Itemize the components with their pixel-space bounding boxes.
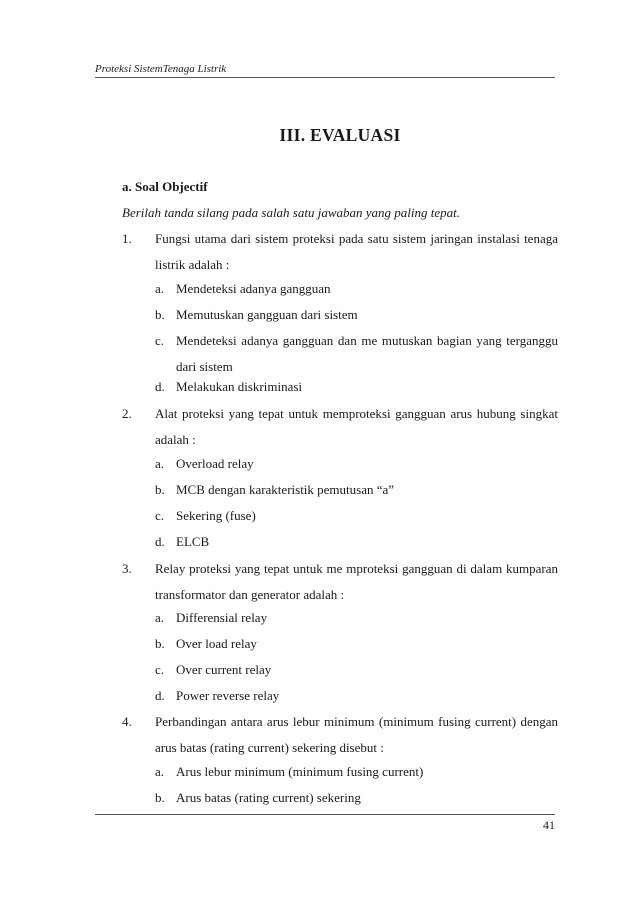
option-text: Sekering (fuse)	[176, 508, 256, 523]
question-text: Relay proteksi yang tepat untuk me mproteksi gangguan di dalam kumparan transformator dan generator adalah :	[155, 561, 558, 602]
option-2d	[155, 529, 558, 555]
option-text: Over load relay	[176, 636, 257, 651]
option-letter: c.	[155, 662, 165, 677]
option-3b	[155, 631, 558, 657]
option-text: Memutuskan gangguan dari sistem	[176, 307, 358, 322]
question-text: Perbandingan antara arus lebur minimum (minimum fusing current) dengan arus batas (rating current) sekering disebut :	[155, 714, 558, 755]
question-3	[122, 556, 558, 608]
running-header: Proteksi SistemTenaga Listrik	[95, 63, 227, 75]
option-4b	[155, 785, 558, 811]
option-1a	[155, 276, 558, 302]
option-letter: a.	[155, 764, 165, 779]
question-number: 4.	[122, 714, 132, 729]
option-letter: a.	[155, 456, 165, 471]
option-letter: b.	[155, 636, 165, 651]
option-letter: a.	[155, 281, 165, 296]
option-1c	[155, 328, 558, 380]
option-letter: a.	[155, 610, 165, 625]
option-letter: d.	[155, 534, 165, 549]
option-1b	[155, 302, 558, 328]
chapter-title: III. EVALUASI	[279, 125, 401, 145]
header-divider	[95, 77, 555, 78]
option-letter: b.	[155, 482, 165, 497]
question-1	[122, 226, 558, 278]
option-3c	[155, 657, 558, 683]
section-title: a. Soal Objectif	[122, 179, 208, 194]
question-4	[122, 709, 558, 761]
option-letter: d.	[155, 688, 165, 703]
option-1d	[155, 374, 558, 400]
option-text: ELCB	[176, 534, 210, 549]
question-number: 3.	[122, 561, 132, 576]
option-2a	[155, 451, 558, 477]
option-text: Overload relay	[176, 456, 254, 471]
footer-divider	[95, 814, 555, 815]
option-3a	[155, 605, 558, 631]
option-2b	[155, 477, 558, 503]
option-letter: d.	[155, 379, 165, 394]
option-text: Melakukan diskriminasi	[176, 379, 303, 394]
question-number: 1.	[122, 231, 132, 246]
question-text: Fungsi utama dari sistem proteksi pada satu sistem jaringan instalasi tenaga listrik adalah :	[155, 231, 558, 272]
option-letter: b.	[155, 790, 165, 805]
question-2	[122, 401, 558, 453]
option-2c	[155, 503, 558, 529]
question-number: 2.	[122, 406, 132, 421]
option-text: Arus lebur minimum (minimum fusing current)	[176, 764, 424, 779]
option-text: Mendeteksi adanya gangguan	[176, 281, 331, 296]
option-letter: c.	[155, 508, 165, 523]
option-text: Over current relay	[176, 662, 272, 677]
option-text: Mendeteksi adanya gangguan dan me mutuskan bagian yang terganggu dari sistem	[176, 333, 558, 374]
option-text: Differensial relay	[176, 610, 268, 625]
option-letter: b.	[155, 307, 165, 322]
option-letter: c.	[155, 333, 165, 348]
option-text: MCB dengan karakteristik pemutusan “a”	[176, 482, 395, 497]
option-text: Arus batas (rating current) sekering	[176, 790, 361, 805]
option-4a	[155, 759, 558, 785]
option-text: Power reverse relay	[176, 688, 280, 703]
page-number: 41	[543, 818, 555, 832]
option-3d	[155, 683, 558, 709]
question-text: Alat proteksi yang tepat untuk memproteksi gangguan arus hubung singkat adalah :	[155, 406, 558, 447]
instruction-text: Berilah tanda silang pada salah satu jawaban yang paling tepat.	[122, 205, 460, 220]
